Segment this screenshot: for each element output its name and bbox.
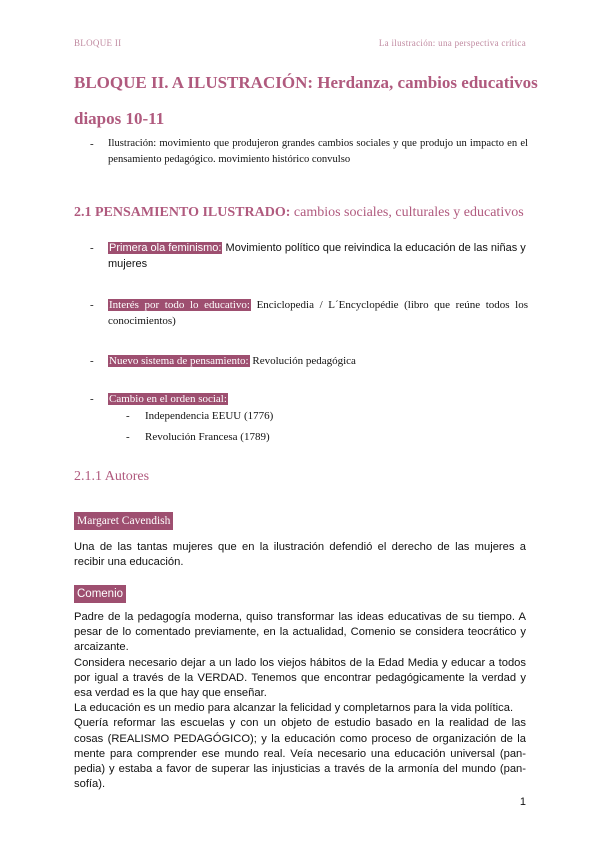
sub-list-item: Independencia EEUU (1776): [145, 410, 274, 422]
sub-list-item: Revolución Francesa (1789): [145, 431, 270, 443]
header-left: BLOQUE II: [74, 38, 122, 48]
comenio-paragraph-3: La educación es un medio para alcanzar la felicidad y completarnos para la vida política.: [74, 702, 514, 715]
highlight-label: Primera ola feminismo:: [109, 242, 222, 254]
comenio-paragraph-2: Considera necesario dejar a un lado los viejos hábitos de la Edad Media y educar a todos por igual a través de la VERDAD. Tenemos que encontrar pedagógicamente la verdad y esa verdad es la que hay que enseñar.: [74, 656, 526, 700]
list-item-text: Enciclopedia / L´Encyclopédie (libro que reúne todos los conocimientos): [108, 299, 528, 327]
bullet-dash: -: [90, 299, 94, 311]
highlight-label: Nuevo sistema de pensamiento:: [109, 355, 249, 367]
bullet-dash: -: [90, 355, 94, 367]
page-subtitle: diapos 10-11: [74, 109, 165, 128]
section-heading-2-1: [74, 205, 524, 221]
cavendish-paragraph: Una de las tantas mujeres que en la ilustración defendió el derecho de las mujeres a recibir una educación.: [74, 541, 526, 569]
list-item-text: Revolución pedagógica: [249, 355, 356, 367]
comenio-paragraph: [74, 610, 526, 792]
list-item: [108, 391, 528, 407]
list-item: [108, 240, 528, 272]
intro-bullet-dash: -: [90, 138, 94, 150]
author-label-comenio: Comenio: [74, 585, 126, 603]
intro-bullet-text: Ilustración: movimiento que produjeron grandes cambios sociales y que produjo un impacto en el pensamiento pedagógico. movimiento histórico convulso: [108, 138, 528, 165]
author-label-cavendish: Margaret Cavendish: [74, 512, 173, 530]
list-item: [108, 297, 528, 329]
sub-bullet-dash: -: [126, 431, 130, 443]
highlight-label: Cambio en el orden social:: [109, 393, 227, 405]
section-heading-2-1-bold: 2.1 PENSAMIENTO ILUSTRADO:: [74, 205, 291, 220]
bullet-dash: -: [90, 393, 94, 405]
list-item-text: Movimiento político que reivindica la educación de las niñas y mujeres: [108, 242, 526, 270]
comenio-paragraph-1: Padre de la pedagogía moderna, quiso transformar las ideas educativas de su tiempo. A pesar de lo comentado previamente, en la actualidad, Comenio se considera teocrático y arcaizante.: [74, 611, 526, 654]
sub-bullet-dash: -: [126, 410, 130, 422]
section-heading-2-1-rest: cambios sociales, culturales y educativos: [290, 205, 524, 220]
section-heading-2-1-1: 2.1.1 Autores: [74, 469, 150, 484]
highlight-label: Interés por todo lo educativo:: [109, 299, 250, 311]
page-number: 1: [519, 796, 526, 808]
list-item: [108, 353, 528, 369]
comenio-paragraph-4: Quería reformar las escuelas y con un objeto de estudio basado en la realidad de las cosas (REALISMO PEDAGÓGICO); y la educación como proceso de organización de la mente para comprender ese mundo real. Veía necesario una educación universal (pan-pedia) y estaba a favor de superar las injusticias a través de la armonía del mundo (pan-sofía).: [74, 717, 526, 791]
page-title: BLOQUE II. A ILUSTRACIÓN: Herdanza, cambios educativos: [74, 73, 538, 92]
header-right: La ilustración: una perspectiva crítica: [378, 38, 526, 48]
bullet-dash: -: [90, 242, 94, 254]
